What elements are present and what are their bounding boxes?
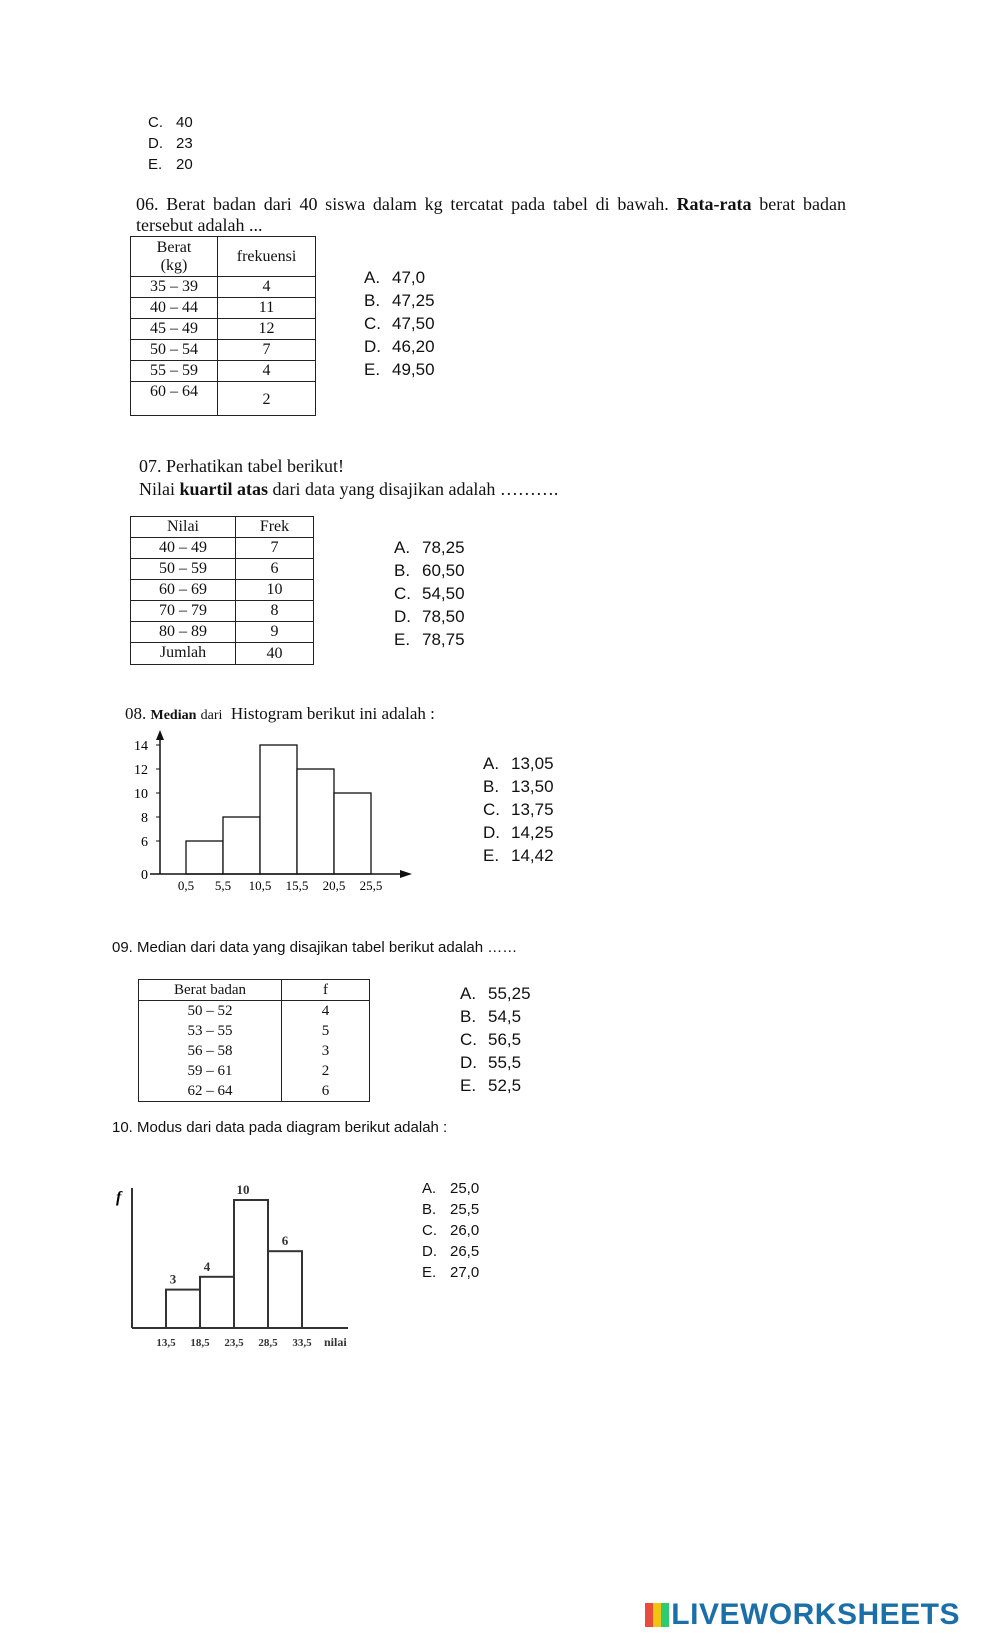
q07-question: 07. Perhatikan tabel berikut! Nilai kuartil atas dari data yang disajikan adalah ………. — [139, 456, 559, 499]
q10-option-e[interactable]: E. 27,0 — [422, 1264, 480, 1281]
table-row: 62 – 64 6 — [139, 1081, 370, 1102]
q09-options — [460, 982, 531, 1097]
q08-question: 08. Median dari Histogram berikut ini adalah : — [125, 704, 435, 723]
q08-histogram — [120, 728, 420, 898]
q05-option-d[interactable]: D. 23 — [148, 135, 193, 152]
q10-bar — [166, 1290, 200, 1328]
table-row: 40 – 49 7 — [131, 538, 314, 559]
q08-x-tick-label: 0,5 — [177, 878, 195, 893]
q08-option-e[interactable]: E. 14,42 — [483, 846, 554, 865]
table-row: 60 – 64 2 — [131, 382, 316, 416]
q08-option-b[interactable]: B. 13,50 — [483, 777, 554, 796]
q06-option-c[interactable]: C. 47,50 — [364, 314, 435, 333]
q08-x-tick-label: 10,5 — [248, 878, 272, 893]
table-header: Nilai Frek — [131, 517, 314, 538]
q08-bar — [297, 769, 334, 874]
q07-option-a[interactable]: A. 78,25 — [394, 538, 465, 557]
q07-option-c[interactable]: C. 54,50 — [394, 584, 465, 603]
q09-option-d[interactable]: D. 55,5 — [460, 1053, 522, 1072]
q08-bar — [334, 793, 371, 874]
table-row: 60 – 69 10 — [131, 580, 314, 601]
q10-x-tick-label: 18,5 — [190, 1337, 210, 1349]
q06-option-b[interactable]: B. 47,25 — [364, 291, 435, 310]
q10-options — [422, 1178, 479, 1283]
q10-x-tick-label: 13,5 — [156, 1337, 176, 1349]
q10-bar-chart — [108, 1180, 378, 1355]
q08-x-tick-label: 20,5 — [322, 878, 346, 893]
table-row: 55 – 59 4 — [131, 361, 316, 382]
q07-option-e[interactable]: E. 78,75 — [394, 630, 465, 649]
liveworksheets-logo: LIVEWORKSHEETS — [645, 1598, 960, 1632]
q06-header-weight: Berat (kg) — [131, 237, 218, 277]
q05-option-c[interactable]: C. 40 — [148, 114, 193, 131]
q10-bar — [200, 1277, 234, 1328]
q08-y-arrow-icon — [156, 730, 164, 740]
table-row: 50 – 54 7 — [131, 340, 316, 361]
q10-x-tick-label: 33,5 — [292, 1337, 312, 1349]
q07-option-d[interactable]: D. 78,50 — [394, 607, 465, 626]
q08-y-tick-label: 8 — [141, 811, 148, 826]
table-row: Jumlah 40 — [131, 643, 314, 665]
q10-question: 10. Modus dari data pada diagram berikut adalah : — [112, 1119, 448, 1136]
liveworksheets-logo-icon — [645, 1603, 669, 1627]
q08-x-tick-label: 15,5 — [285, 878, 309, 893]
q10-option-d[interactable]: D. 26,5 — [422, 1243, 480, 1260]
table-row: 80 – 89 9 — [131, 622, 314, 643]
q08-options — [483, 752, 554, 867]
table-row: 59 – 61 2 — [139, 1061, 370, 1081]
q08-y-tick-label: 12 — [134, 763, 148, 778]
q06-question: 06. Berat badan dari 40 siswa dalam kg tercatat pada tabel di bawah. Rata-rata berat badan tersebut adalah ... — [136, 194, 846, 235]
q06-option-a[interactable]: A. 47,0 — [364, 268, 426, 287]
q10-bar-label: 10 — [236, 1182, 250, 1197]
q07-option-b[interactable]: B. 60,50 — [394, 561, 465, 580]
q08-y-tick-label: 0 — [141, 868, 148, 883]
q10-x-tick-label: 23,5 — [224, 1337, 244, 1349]
q05-option-e[interactable]: E. 20 — [148, 156, 193, 173]
table-row: 50 – 59 6 — [131, 559, 314, 580]
q08-bar — [186, 841, 223, 874]
q07-options — [394, 536, 465, 651]
q10-bar — [268, 1251, 302, 1328]
q09-option-e[interactable]: E. 52,5 — [460, 1076, 522, 1095]
q10-bar — [234, 1200, 268, 1328]
q10-bar-label: 3 — [169, 1271, 177, 1287]
q09-option-c[interactable]: C. 56,5 — [460, 1030, 522, 1049]
q10-bar-label: 6 — [281, 1233, 289, 1249]
table-row: 35 – 39 4 — [131, 277, 316, 298]
table-row: 45 – 49 12 — [131, 319, 316, 340]
table-row: 40 – 44 11 — [131, 298, 316, 319]
q08-x-tick-label: 5,5 — [214, 878, 232, 893]
q08-option-d[interactable]: D. 14,25 — [483, 823, 554, 842]
q06-option-e[interactable]: E. 49,50 — [364, 360, 435, 379]
q09-option-a[interactable]: A. 55,25 — [460, 984, 531, 1003]
q09-question: 09. Median dari data yang disajikan tabel berikut adalah …… — [112, 939, 518, 956]
q06-table — [130, 236, 316, 416]
q08-bar — [223, 817, 260, 874]
q05-options — [148, 112, 193, 175]
q07-table — [130, 516, 314, 665]
q06-options — [364, 266, 435, 381]
q06-option-d[interactable]: D. 46,20 — [364, 337, 435, 356]
q10-option-a[interactable]: A. 25,0 — [422, 1180, 480, 1197]
table-row: 53 – 55 5 — [139, 1021, 370, 1041]
q08-bar — [260, 745, 297, 874]
table-row: 56 – 58 3 — [139, 1041, 370, 1061]
q08-y-tick-label: 14 — [134, 739, 148, 754]
q08-option-a[interactable]: A. 13,05 — [483, 754, 554, 773]
q08-y-tick-label: 10 — [134, 787, 148, 802]
q09-table — [138, 979, 370, 1102]
q09-option-b[interactable]: B. 54,5 — [460, 1007, 522, 1026]
q06-header-frequency: frekuensi — [218, 237, 316, 277]
q10-x-tick-label: 28,5 — [258, 1337, 278, 1349]
q10-y-label: f — [116, 1189, 122, 1206]
q08-y-tick-label: 6 — [141, 835, 148, 850]
q10-option-c[interactable]: C. 26,0 — [422, 1222, 480, 1239]
q08-option-c[interactable]: C. 13,75 — [483, 800, 554, 819]
table-row: 50 – 52 4 — [139, 1001, 370, 1022]
table-row: 70 – 79 8 — [131, 601, 314, 622]
q10-bar-label: 4 — [203, 1258, 211, 1274]
table-header: Berat badan f — [139, 980, 370, 1001]
q08-x-tick-label: 25,5 — [359, 878, 383, 893]
q10-x-label: nilai — [324, 1335, 347, 1349]
q10-option-b[interactable]: B. 25,5 — [422, 1201, 480, 1218]
q08-x-arrow-icon — [400, 870, 412, 878]
